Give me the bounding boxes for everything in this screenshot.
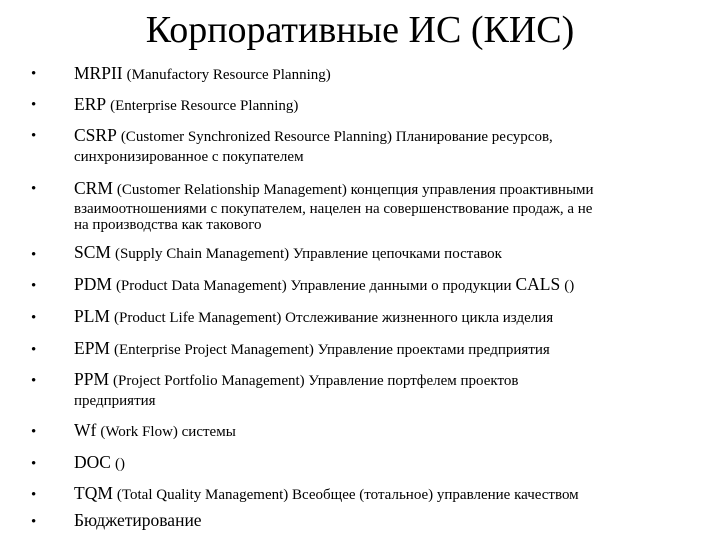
item-desc: (Enterprise Project Management) Управление проектами предприятия <box>113 342 550 358</box>
item-desc: (Total Quality Management) Всеобщее (тотальное) управление качеством <box>116 487 579 503</box>
item-first-line <box>74 178 594 200</box>
bullet: • <box>31 66 37 82</box>
item-abbr: PPM <box>74 369 110 389</box>
item-first-line <box>74 274 574 296</box>
item-first-line <box>74 369 518 391</box>
item-abbr: TQM <box>74 483 113 503</box>
bullet: • <box>31 514 37 530</box>
item-abbr: PDM <box>74 274 112 294</box>
bullet: • <box>31 456 37 472</box>
item-desc: (Customer Relationship Management) концепция управления проактивными <box>116 182 594 198</box>
item-desc: (Supply Chain Management) Управление цепочками поставок <box>114 246 502 262</box>
item-abbr: EPM <box>74 338 110 358</box>
bullet: • <box>31 342 37 358</box>
item-continuation: синхронизированное с покупателем <box>74 149 304 165</box>
bullet: • <box>31 181 37 197</box>
bullet: • <box>31 128 37 144</box>
slide-title: Корпоративные ИС (КИС) <box>145 9 575 51</box>
item-desc: (Enterprise Resource Planning) <box>110 98 299 114</box>
item-desc: (Manufactory Resource Planning) <box>126 67 331 83</box>
item-first-line <box>74 338 550 360</box>
item-first-line <box>74 306 553 328</box>
item-desc: (Project Portfolio Management) Управление портфелем проектов <box>113 373 519 389</box>
bullet: • <box>31 487 37 503</box>
item-first-line <box>74 452 125 474</box>
bullet: • <box>31 373 37 389</box>
item-continuation: взаимоотношениями с покупателем, нацелен на совершенствование продаж, а не <box>74 201 593 217</box>
item-first-line <box>74 483 579 505</box>
item-first-line <box>74 94 298 116</box>
item-abbr: ERP <box>74 94 107 114</box>
item-first-line <box>74 510 202 532</box>
bullet: • <box>31 424 37 440</box>
bullet: • <box>31 278 37 294</box>
bullet: • <box>31 97 37 113</box>
item-first-line <box>74 63 331 85</box>
bullet: • <box>31 247 37 263</box>
item-continuation: предприятия <box>74 393 156 409</box>
item-abbr: Бюджетирование <box>74 510 202 530</box>
item-desc: (Product Data Management) Управление данными о продукции <box>115 278 512 294</box>
item-abbr: CRM <box>74 178 113 198</box>
item-desc: (Product Life Management) Отслеживание жизненного цикла изделия <box>113 310 554 326</box>
item-extra-abbr: CALS <box>515 274 561 294</box>
item-first-line <box>74 242 502 264</box>
item-abbr: DOC <box>74 452 111 472</box>
item-desc: (Work Flow) системы <box>100 424 236 440</box>
item-first-line <box>74 125 553 147</box>
item-abbr: PLM <box>74 306 110 326</box>
item-tail: () <box>564 278 575 294</box>
item-desc: () <box>114 456 125 472</box>
item-abbr: Wf <box>74 420 97 440</box>
item-desc: (Customer Synchronized Resource Planning) Планирование ресурсов, <box>120 129 553 145</box>
item-abbr: CSRP <box>74 125 117 145</box>
item-first-line <box>74 420 236 442</box>
item-continuation: на производства как такового <box>74 217 262 233</box>
item-abbr: SCM <box>74 242 111 262</box>
item-abbr: MRPII <box>74 63 123 83</box>
bullet: • <box>31 310 37 326</box>
